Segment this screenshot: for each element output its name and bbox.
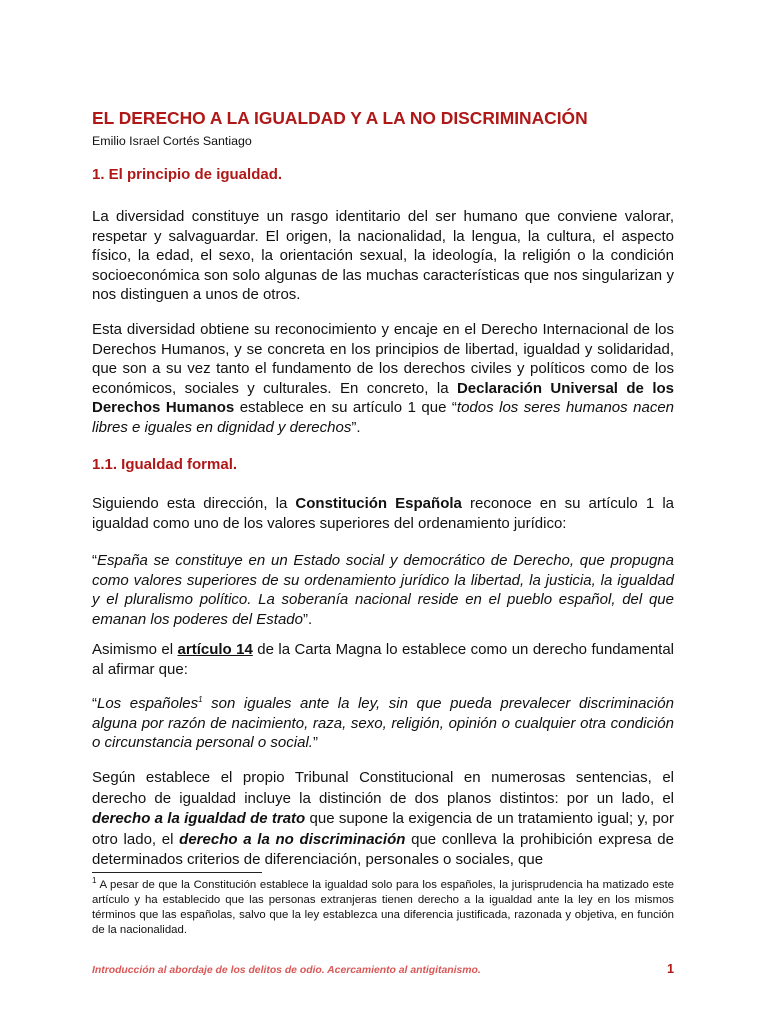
paragraph-5-text-b: que supone la exigencia de un tratamiento igual; y, por otro lado, el xyxy=(92,810,674,848)
footnote-divider xyxy=(92,872,262,873)
footnote-reference[interactable]: 1 xyxy=(198,695,203,704)
paragraph-2 xyxy=(92,320,674,437)
paragraph-3 xyxy=(92,494,674,533)
footnote-text: A pesar de que la Constitución establece la igualdad solo para los españoles, la jurisprudencia ha matizado este artículo y ha establecido que las personas extranjeras tienen derecho a la igualdad ante la ley en los mismos términos que las españolas, salvo que la ley establezca una diferencia justificada, razonada y objetiva, en función de la nacionalidad. xyxy=(92,879,674,936)
quote-article-14 xyxy=(92,694,674,753)
paragraph-2-text-a: Esta diversidad obtiene su reconocimiento y encaje en el Derecho Internacional de los Derechos Humanos, y se concreta en los principios de libertad, igualdad y solidaridad, que son a su vez tanto el fundamento de los derechos civiles y políticos como de los económicos, sociales y culturales. En concreto, la xyxy=(92,321,674,397)
quote-2-text-b: son iguales ante la ley, sin que pueda prevalecer discriminación alguna por razón de nacimiento, raza, sexo, religión, opinión o cualquier otra condición o circunstancia personal o social. xyxy=(92,695,674,751)
paragraph-3-text-a: Siguiendo esta dirección, la xyxy=(92,495,296,512)
quote-1-text: España se constituye en un Estado social y democrático de Derecho, que propugna como valores superiores de su ordenamiento jurídico la libertad, la justicia, la igualdad y el pluralismo político. La soberanía nacional reside en el pueblo español, del que emanan los poderes del Estado xyxy=(92,552,674,628)
quote-article-1 xyxy=(92,551,674,629)
footer-text: Introducción al abordaje de los delitos de odio. Acercamiento al antigitanismo. xyxy=(92,965,481,976)
paragraph-5 xyxy=(92,768,674,871)
paragraph-4-text-a: Asimismo el xyxy=(92,641,178,658)
document-title: EL DERECHO A LA IGUALDAD Y A LA NO DISCRIMINACIÓN xyxy=(92,108,588,128)
section-heading: 1. El principio de igualdad. xyxy=(92,166,283,183)
equal-treatment-term: derecho a la igualdad de trato xyxy=(92,810,306,828)
udhr-bold: Declaración Universal de los Derechos Humanos xyxy=(92,379,674,416)
quote-1-open: “ xyxy=(92,552,97,569)
paragraph-4-text-b: de la Carta Magna lo establece como un derecho fundamental al afirmar que: xyxy=(92,641,675,678)
footnote xyxy=(92,878,674,938)
document-author: Emilio Israel Cortés Santiago xyxy=(92,134,252,148)
quote-2-text-a: Los españoles xyxy=(97,695,199,712)
paragraph-5-text-a: Según establece el propio Tribunal Constitucional en numerosas sentencias, el derecho de igualdad incluye la distinción de dos planos distintos: por un lado, el xyxy=(92,769,674,807)
footnote-marker: 1 xyxy=(92,876,97,886)
udhr-quote: todos los seres humanos nacen libres e iguales en dignidad y derechos xyxy=(92,399,675,436)
paragraph-2-text-c: ”. xyxy=(351,418,361,436)
paragraph-2-text-b: establece en su artículo 1 que “ xyxy=(234,399,457,416)
page-number: 1 xyxy=(666,962,674,976)
subsection-heading: 1.1. Igualdad formal. xyxy=(92,456,238,473)
paragraph-1: La diversidad constituye un rasgo identitario del ser humano que conviene valorar, respetar y salvaguardar. El origen, la nacionalidad, la lengua, la cultura, el aspecto físico, la edad, el sexo, la orientación sexual, la ideología, la religión o la condición socioeconómica son solo algunas de las muchas características que nos singularizan y nos distinguen a unos de otros. xyxy=(92,208,674,303)
quote-2-close: ” xyxy=(312,734,318,751)
page-footer xyxy=(92,962,674,976)
non-discrimination-term: derecho a la no discriminación xyxy=(179,830,406,848)
quote-2-open: “ xyxy=(92,695,97,712)
constitution-bold: Constitución Española xyxy=(295,495,462,512)
paragraph-5-text-c: que conlleva la prohibición expresa de determinados criterios de diferenciación, personales o sociales, que xyxy=(92,830,674,869)
article-14-link[interactable]: artículo 14 xyxy=(177,641,253,658)
paragraph-3-text-b: reconoce en su artículo 1 la igualdad como uno de los valores superiores del ordenamiento jurídico: xyxy=(92,495,674,532)
paragraph-4 xyxy=(92,640,674,679)
quote-1-close: ”. xyxy=(302,610,313,628)
